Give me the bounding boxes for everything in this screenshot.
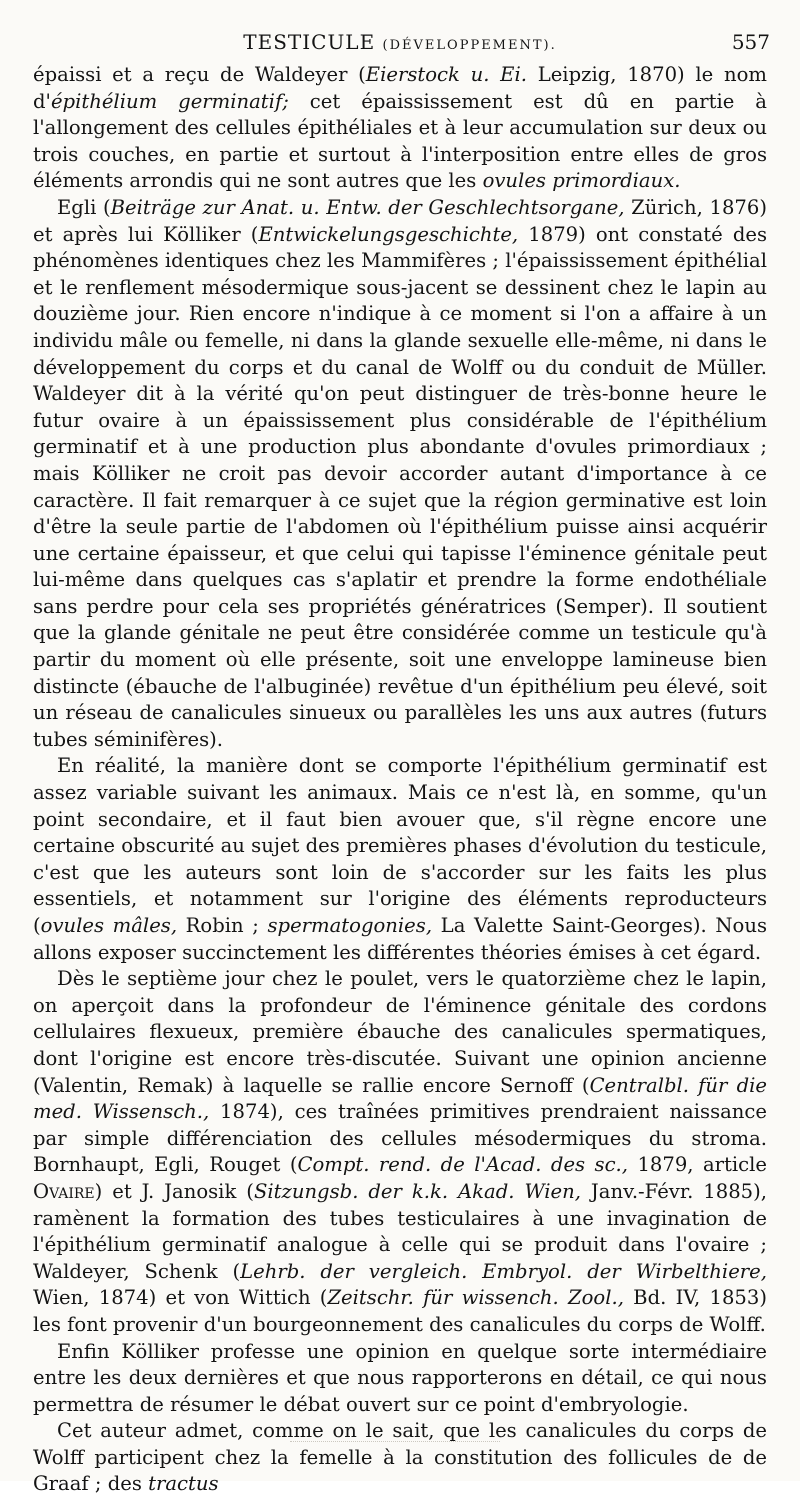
text-run: Egli ( bbox=[57, 195, 111, 219]
text-run: 1879, article bbox=[628, 1153, 767, 1177]
text-run: Leipzig, 1870) le nom d' bbox=[33, 63, 767, 113]
italic-citation: épithélium germinatif; bbox=[50, 89, 289, 113]
italic-citation: Eierstock u. Ei. bbox=[365, 63, 527, 86]
italic-citation: Beiträge zur Anat. u. Entw. der Geschlechtsorgane, bbox=[110, 195, 625, 219]
text-run: En réalité, la manière dont se comporte l'épithélium germinatif est assez variable suivant les animaux. Mais ce n'est là, en somme, qu'un point secondaire, et il faut bien avouer que, s'il règne encore une certaine obscurité au sujet des premières phases d'évolution du testicule, c'est que les auteurs sont loin de s'accorder sur les faits les plus essentiels, et notamment sur l'origine des éléments reproducteurs ( bbox=[33, 754, 767, 937]
italic-citation: Zeitschr. für wissench. Zool., bbox=[327, 1286, 624, 1310]
running-title-main: TESTICULE bbox=[243, 30, 376, 54]
body-text bbox=[33, 62, 767, 1498]
text-run: Cet auteur admet, comme on le sait, que les canalicules du corps de Wolff participent chez la femelle à la constitution des follicules de de Graaf ; des bbox=[33, 1419, 767, 1496]
text-run: Bd. IV, 1853) les font provenir d'un bourgeonnement des canalicules du corps de Wolff. bbox=[33, 1286, 768, 1336]
italic-citation: ovules mâles, bbox=[40, 914, 178, 937]
text-run: ) et J. Janosik ( bbox=[94, 1179, 254, 1203]
text-run: Dès le septième jour chez le poulet, vers le quatorzième chez le lapin, on aperçoit dans la profondeur de l'éminence génitale des cordons cellulaires flexueux, première ébauche des canalicules spermatiques, dont l'origine est encore très-discutée. Suivant une opinion ancienne (Valentin, Remak) à laquelle se rallie encore Sernoff ( bbox=[33, 967, 767, 1097]
text-run: 1874), ces traînées primitives prendraient naissance par simple différenciation des cellules mésodermiques du stroma. Bornhaupt, Egli, Rouget ( bbox=[33, 1100, 767, 1177]
italic-citation: Centralbl. für die med. Wissensch., bbox=[33, 1073, 767, 1124]
footer-print-mark bbox=[290, 1441, 500, 1448]
text-run: Wien, 1874) et von Wittich ( bbox=[33, 1286, 328, 1310]
text-run: cet épaississement est dû en partie à l'allongement des cellules épithéliales et à leur accumulation sur deux ou trois couches, en partie et surtout à l'interposition entre elles de gros éléments arrondis qui ne sont autres que les bbox=[33, 89, 767, 193]
small-caps-text: Ovaire bbox=[33, 1179, 95, 1203]
text-run: La Valette Saint-Georges). Nous allons exposer succinctement les différentes théories émises à cet égard. bbox=[33, 914, 767, 964]
italic-citation: tractus bbox=[148, 1472, 219, 1496]
text-run: Enfin Kölliker professe une opinion en quelque sorte intermédiaire entre les deux dernières et que nous rapporterons en détail, ce qui nous permettra de résumer le débat ouvert sur ce point d'embryologie. bbox=[33, 1339, 767, 1416]
italic-citation: Compt. rend. de l'Acad. des sc., bbox=[297, 1153, 629, 1177]
text-run: 1879) ont constaté des phénomènes identiques chez les Mammifères ; l'épaississement épithélial et le renflement mésodermique sous-jacent se dessinent chez le lapin au douzième jour. Rien encore n'indique à ce moment si l'on a affaire à un individu mâle ou femelle, ni dans la glande sexuelle elle-même, ni dans le développement du corps et du canal de Wolff ou du conduit de Müller. Waldeyer dit à la vérité qu'on peut distinguer de très-bonne heure le futur ovaire à un épaississement plus considérable de l'épithélium germinatif et à une production plus abondante d'ovules primordiaux ; mais Kölliker ne croit pas devoir accorder autant d'importance à ce caractère. Il fait remarquer à ce sujet que la région germinative est loin d'être la seule partie de l'abdomen où l'épithélium puisse ainsi acquérir une certaine épaisseur, et que celui qui tapisse l'éminence génitale peut lui-même dans quelques cas s'aplatir et prendre la forme endothéliale sans perdre pour cela ses propriétés génératrices (Semper). Il soutient que la glande génitale ne peut être considérée comme un testicule qu'à partir du moment où elle présente, soit une enveloppe lamineuse bien distincte (ébauche de l'albuginée) revêtue d'un épithélium peu élevé, soit un réseau de canalicules sinueux ou parallèles les uns aux autres (futurs tubes séminifères). bbox=[33, 222, 768, 751]
text-run: épaissi et a reçu de Waldeyer ( bbox=[33, 63, 366, 86]
paragraph bbox=[33, 195, 767, 753]
text-run: Robin ; bbox=[177, 914, 268, 937]
text-run: Zürich, 1876) et après lui Kölliker ( bbox=[33, 195, 767, 246]
running-title-sub: (DÉVELOPPEMENT). bbox=[382, 38, 557, 53]
running-title bbox=[30, 30, 770, 54]
italic-citation: Lehrb. der vergleich. Embryol. der Wirbelthiere, bbox=[240, 1259, 767, 1283]
italic-citation: Entwickelungsgeschichte, bbox=[258, 222, 519, 246]
italic-citation: ovules primordiaux. bbox=[482, 169, 681, 193]
paragraph bbox=[33, 966, 767, 1338]
page-number: 557 bbox=[731, 30, 770, 54]
paragraph bbox=[33, 62, 767, 195]
italic-citation: Sitzungsb. der k.k. Akad. Wien, bbox=[253, 1179, 581, 1203]
paragraph bbox=[33, 1339, 767, 1419]
running-head bbox=[30, 30, 770, 58]
paragraph bbox=[33, 753, 767, 966]
text-run: Janv.-Févr. 1885), ramènent la formation des tubes testiculaires à une invagination de l'épithélium germinatif analogue à celle qui se produit dans l'ovaire ; Waldeyer, Schenk ( bbox=[33, 1179, 768, 1283]
italic-citation: spermatogonies, bbox=[267, 914, 433, 937]
paragraph bbox=[33, 1418, 767, 1498]
